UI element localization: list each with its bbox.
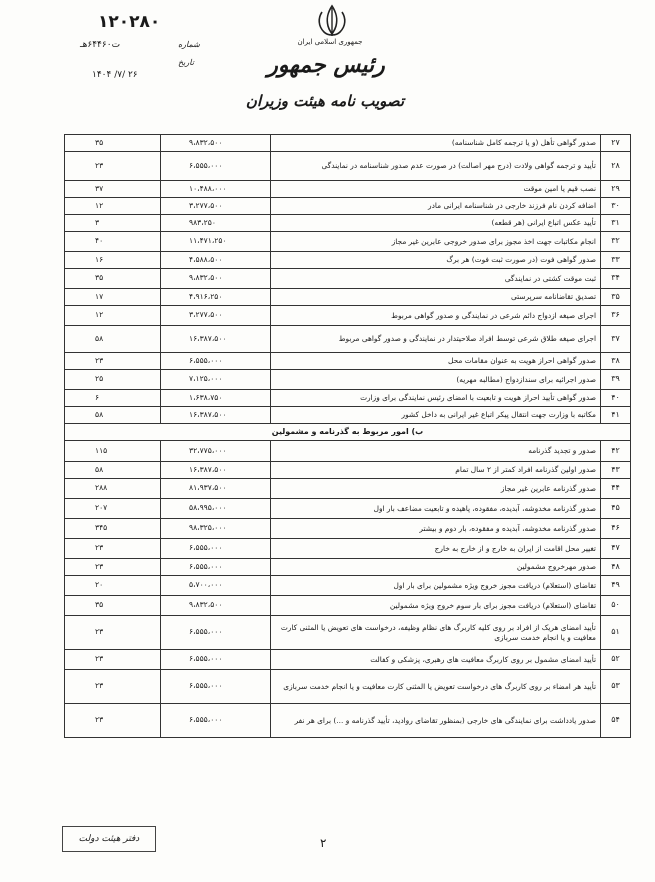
presidency-title: رئیس جمهور bbox=[267, 52, 385, 78]
row-index-cell: ۳۳ bbox=[601, 252, 631, 269]
fee-units-cell: ۲۳ bbox=[65, 152, 161, 181]
service-description-cell: انجام مکاتبات جهت اخذ مجوز برای صدور خروجی عابرین غیر مجاز bbox=[271, 232, 601, 252]
service-description-cell: اجرای صیغه ازدواج دائم شرعی در نمایندگی و صدور گواهی مربوط bbox=[271, 306, 601, 326]
fee-units-cell: ۲۳ bbox=[65, 353, 161, 370]
fee-units-cell: ۲۳ bbox=[65, 559, 161, 576]
service-description-cell: صدور گذرنامه عابرین غیر مجاز bbox=[271, 479, 601, 499]
fee-amount-cell: ۴،۹۱۶،۲۵۰ bbox=[161, 289, 271, 306]
fee-amount-cell: ۶،۵۵۵،۰۰۰ bbox=[161, 616, 271, 650]
table-row bbox=[65, 559, 631, 576]
service-description-cell: تأیید عکس اتباع ایرانی (هر قطعه) bbox=[271, 215, 601, 232]
date-label: تاریخ bbox=[178, 58, 194, 67]
fee-units-cell: ۲۰ bbox=[65, 576, 161, 596]
fee-units-cell: ۵۸ bbox=[65, 462, 161, 479]
section-title: ب) امور مربوط به گذرنامه و مشمولین bbox=[65, 424, 631, 441]
table-row bbox=[65, 252, 631, 269]
fee-units-cell: ۲۸۸ bbox=[65, 479, 161, 499]
tariff-table bbox=[64, 134, 631, 738]
fee-units-cell: ۲۳ bbox=[65, 704, 161, 738]
service-description-cell: تقاضای (استعلام) دریافت مجوز خروج ویژه مشمولین برای بار اول bbox=[271, 576, 601, 596]
fee-amount-cell: ۳،۲۷۷،۵۰۰ bbox=[161, 198, 271, 215]
table-row bbox=[65, 181, 631, 198]
fee-units-cell: ۳ bbox=[65, 215, 161, 232]
fee-units-cell: ۲۰۷ bbox=[65, 499, 161, 519]
table-row bbox=[65, 306, 631, 326]
fee-units-cell: ۲۳ bbox=[65, 670, 161, 704]
fee-amount-cell: ۶،۵۵۵،۰۰۰ bbox=[161, 704, 271, 738]
service-description-cell: صدور اولین گذرنامه افراد کمتر از ۲ سال تمام bbox=[271, 462, 601, 479]
fee-amount-cell: ۹۸،۳۲۵،۰۰۰ bbox=[161, 519, 271, 539]
fee-amount-cell: ۹۸۳،۲۵۰ bbox=[161, 215, 271, 232]
service-description-cell: صدور گواهی تأیید احراز هویت و تابعیت با امضای رئیس نمایندگی برای وزارت bbox=[271, 390, 601, 407]
fee-units-cell: ۶ bbox=[65, 390, 161, 407]
table-row bbox=[65, 326, 631, 353]
table-row bbox=[65, 650, 631, 670]
row-index-cell: ۳۴ bbox=[601, 269, 631, 289]
table-row bbox=[65, 616, 631, 650]
service-description-cell: اجرای صیغه طلاق شرعی توسط افراد صلاحیتدار در نمایندگی و صدور گواهی مربوط bbox=[271, 326, 601, 353]
fee-units-cell: ۳۴۵ bbox=[65, 519, 161, 539]
table-row bbox=[65, 407, 631, 424]
table-row bbox=[65, 152, 631, 181]
row-index-cell: ۳۷ bbox=[601, 326, 631, 353]
service-description-cell: صدور گذرنامه مخدوشه، آبدیده، مفقوده، پاهیده و تابعیت مضاعف بار اول bbox=[271, 499, 601, 519]
row-index-cell: ۴۳ bbox=[601, 462, 631, 479]
row-index-cell: ۴۸ bbox=[601, 559, 631, 576]
table-row bbox=[65, 539, 631, 559]
fee-units-cell: ۳۵ bbox=[65, 596, 161, 616]
fee-units-cell: ۱۷ bbox=[65, 289, 161, 306]
iran-emblem-icon bbox=[312, 4, 352, 38]
fee-amount-cell: ۳،۲۷۷،۵۰۰ bbox=[161, 306, 271, 326]
table-row bbox=[65, 215, 631, 232]
handwritten-number: ۱۲۰۲۸۰ bbox=[98, 12, 161, 32]
row-index-cell: ۴۶ bbox=[601, 519, 631, 539]
table-row bbox=[65, 576, 631, 596]
fee-amount-cell: ۹،۸۳۲،۵۰۰ bbox=[161, 269, 271, 289]
row-index-cell: ۲۸ bbox=[601, 152, 631, 181]
fee-amount-cell: ۴،۵۸۸،۵۰۰ bbox=[161, 252, 271, 269]
row-index-cell: ۵۳ bbox=[601, 670, 631, 704]
row-index-cell: ۲۷ bbox=[601, 135, 631, 152]
service-description-cell: صدور گواهی احراز هویت به عنوان مقامات محل bbox=[271, 353, 601, 370]
service-description-cell: صدور و تجدید گذرنامه bbox=[271, 441, 601, 462]
table-row bbox=[65, 670, 631, 704]
fee-amount-cell: ۵،۷۰۰،۰۰۰ bbox=[161, 576, 271, 596]
row-index-cell: ۴۹ bbox=[601, 576, 631, 596]
fee-units-cell: ۱۱۵ bbox=[65, 441, 161, 462]
row-index-cell: ۴۵ bbox=[601, 499, 631, 519]
row-index-cell: ۴۴ bbox=[601, 479, 631, 499]
row-index-cell: ۳۵ bbox=[601, 289, 631, 306]
service-description-cell: نصب قیم یا امین موقت bbox=[271, 181, 601, 198]
fee-units-cell: ۱۲ bbox=[65, 306, 161, 326]
fee-amount-cell: ۶،۵۵۵،۰۰۰ bbox=[161, 152, 271, 181]
fee-units-cell: ۱۲ bbox=[65, 198, 161, 215]
fee-amount-cell: ۱۶،۳۸۷،۵۰۰ bbox=[161, 462, 271, 479]
row-index-cell: ۴۱ bbox=[601, 407, 631, 424]
row-index-cell: ۳۸ bbox=[601, 353, 631, 370]
fee-units-cell: ۵۸ bbox=[65, 407, 161, 424]
row-index-cell: ۲۹ bbox=[601, 181, 631, 198]
table-row bbox=[65, 704, 631, 738]
service-description-cell: تغییر محل اقامت از ایران به خارج و از خارج به خارج bbox=[271, 539, 601, 559]
table-row bbox=[65, 596, 631, 616]
table-row bbox=[65, 269, 631, 289]
table-row bbox=[65, 198, 631, 215]
table-row bbox=[65, 353, 631, 370]
fee-units-cell: ۳۵ bbox=[65, 269, 161, 289]
service-description-cell: تأیید امضای مشمول بر روی کاربرگ معافیت های رهبری، پزشکی و کفالت bbox=[271, 650, 601, 670]
fee-units-cell: ۴۰ bbox=[65, 232, 161, 252]
table-row bbox=[65, 499, 631, 519]
service-description-cell: تأیید هر امضاء بر روی کاربرگ های درخواست تعویض یا المثنی کارت معافیت و یا انجام خدمت سربازی bbox=[271, 670, 601, 704]
republic-title: جمهوری اسلامی ایران bbox=[297, 38, 363, 46]
row-index-cell: ۵۰ bbox=[601, 596, 631, 616]
cabinet-office-stamp: دفتر هیئت دولت bbox=[62, 826, 156, 852]
service-description-cell: ثبت موقت کشتی در نمایندگی bbox=[271, 269, 601, 289]
row-index-cell: ۳۱ bbox=[601, 215, 631, 232]
fee-amount-cell: ۶،۵۵۵،۰۰۰ bbox=[161, 670, 271, 704]
letter-date: ۱۴۰۴ /۷/ ۲۶ bbox=[92, 70, 138, 80]
fee-amount-cell: ۶،۵۵۵،۰۰۰ bbox=[161, 539, 271, 559]
service-description-cell: صدور اجرائیه برای سندازدواج (مطالبه مهریه) bbox=[271, 370, 601, 390]
fee-units-cell: ۵۸ bbox=[65, 326, 161, 353]
fee-amount-cell: ۱،۶۳۸،۷۵۰ bbox=[161, 390, 271, 407]
row-index-cell: ۳۰ bbox=[601, 198, 631, 215]
fee-amount-cell: ۱۶،۳۸۷،۵۰۰ bbox=[161, 407, 271, 424]
fee-amount-cell: ۸۱،۹۳۷،۵۰۰ bbox=[161, 479, 271, 499]
table-row bbox=[65, 462, 631, 479]
table-row bbox=[65, 135, 631, 152]
fee-units-cell: ۲۳ bbox=[65, 650, 161, 670]
service-description-cell: صدور گواهی فوت (در صورت ثبت فوت) هر برگ bbox=[271, 252, 601, 269]
fee-amount-cell: ۳۲،۷۷۵،۰۰۰ bbox=[161, 441, 271, 462]
table-row bbox=[65, 441, 631, 462]
row-index-cell: ۴۰ bbox=[601, 390, 631, 407]
row-index-cell: ۳۶ bbox=[601, 306, 631, 326]
letter-number: ت۶۴۴۶۰هـ bbox=[80, 40, 121, 50]
row-index-cell: ۵۱ bbox=[601, 616, 631, 650]
table-row bbox=[65, 232, 631, 252]
fee-units-cell: ۱۶ bbox=[65, 252, 161, 269]
fee-amount-cell: ۹،۸۳۲،۵۰۰ bbox=[161, 596, 271, 616]
service-description-cell: تأیید و ترجمه گواهی ولادت (درج مهر اصالت) در صورت عدم صدور شناسنامه در نمایندگی bbox=[271, 152, 601, 181]
service-description-cell: اضافه کردن نام فرزند خارجی در شناسنامه ایرانی مادر bbox=[271, 198, 601, 215]
table-row bbox=[65, 289, 631, 306]
service-description-cell: تقاضای (استعلام) دریافت مجوز برای بار سوم خروج ویژه مشمولین bbox=[271, 596, 601, 616]
page-number: ۲ bbox=[320, 836, 327, 850]
row-index-cell: ۴۲ bbox=[601, 441, 631, 462]
row-index-cell: ۴۷ bbox=[601, 539, 631, 559]
row-index-cell: ۳۹ bbox=[601, 370, 631, 390]
fee-amount-cell: ۱۰،۴۸۸،۰۰۰ bbox=[161, 181, 271, 198]
fee-amount-cell: ۱۶،۳۸۷،۵۰۰ bbox=[161, 326, 271, 353]
row-index-cell: ۵۴ bbox=[601, 704, 631, 738]
fee-amount-cell: ۶،۵۵۵،۰۰۰ bbox=[161, 559, 271, 576]
service-description-cell: تصدیق تقاضانامه سرپرستی bbox=[271, 289, 601, 306]
table-row bbox=[65, 479, 631, 499]
table-row bbox=[65, 519, 631, 539]
table-row bbox=[65, 370, 631, 390]
number-label: شماره bbox=[178, 40, 200, 49]
decree-title: تصویب نامه هیئت وزیران bbox=[245, 92, 405, 110]
table-row bbox=[65, 390, 631, 407]
fee-amount-cell: ۷،۱۲۵،۰۰۰ bbox=[161, 370, 271, 390]
fee-amount-cell: ۱۱،۴۷۱،۲۵۰ bbox=[161, 232, 271, 252]
fee-units-cell: ۳۵ bbox=[65, 135, 161, 152]
service-description-cell: تأیید امضای هریک از افراد بر روی کلیه کاربرگ های نظام وظیفه، درخواست های تعویض یا المثنی کارت معافیت و یا انجام خدمت سربازی bbox=[271, 616, 601, 650]
fee-units-cell: ۲۵ bbox=[65, 370, 161, 390]
service-description-cell: صدور یادداشت برای نمایندگی های خارجی (بمنظور تقاضای روادید، تأیید گذرنامه و ...) برای هر نفر bbox=[271, 704, 601, 738]
service-description-cell: صدور مهرخروج مشمولین bbox=[271, 559, 601, 576]
service-description-cell: مکاتبه با وزارت جهت انتقال پیکر اتباع غیر ایرانی به داخل کشور bbox=[271, 407, 601, 424]
section-header-row bbox=[65, 424, 631, 441]
fee-amount-cell: ۶،۵۵۵،۰۰۰ bbox=[161, 353, 271, 370]
fee-units-cell: ۲۳ bbox=[65, 616, 161, 650]
fee-units-cell: ۲۳ bbox=[65, 539, 161, 559]
service-description-cell: صدور گواهی تأهل (و یا ترجمه کامل شناسنامه) bbox=[271, 135, 601, 152]
fee-amount-cell: ۹،۸۳۲،۵۰۰ bbox=[161, 135, 271, 152]
fee-amount-cell: ۵۸،۹۹۵،۰۰۰ bbox=[161, 499, 271, 519]
service-description-cell: صدور گذرنامه مخدوشه، آبدیده و مفقوده، بار دوم و بیشتر bbox=[271, 519, 601, 539]
fee-amount-cell: ۶،۵۵۵،۰۰۰ bbox=[161, 650, 271, 670]
row-index-cell: ۵۲ bbox=[601, 650, 631, 670]
fee-units-cell: ۳۷ bbox=[65, 181, 161, 198]
row-index-cell: ۳۲ bbox=[601, 232, 631, 252]
